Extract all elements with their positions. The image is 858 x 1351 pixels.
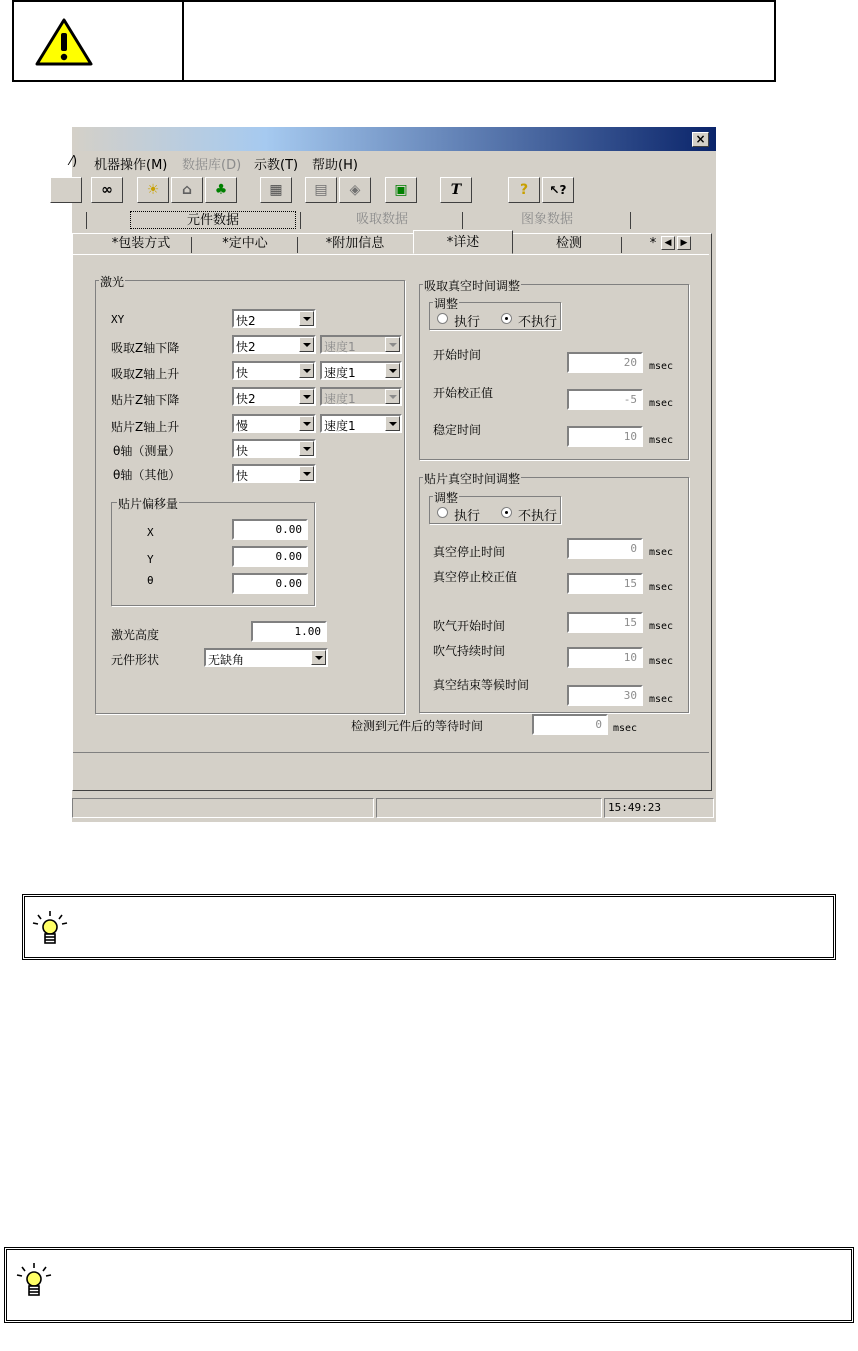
vacuum-stop-time-label: 真空停止时间: [433, 545, 506, 559]
vacuum-stop-correction-label: 真空停止校正值: [433, 570, 518, 584]
chip-icon[interactable]: ▣: [385, 177, 417, 203]
toolbar-button-partial[interactable]: [50, 177, 82, 203]
place-offset-title: 贴片偏移量: [118, 497, 179, 511]
chevron-down-icon: [385, 416, 400, 431]
place-exec-radio[interactable]: [437, 507, 448, 518]
tab-packaging[interactable]: *包装方式: [111, 236, 171, 251]
machine-icon[interactable]: ⌂: [171, 177, 203, 203]
lightbulb-icon: [30, 910, 70, 948]
component-shape-label: 元件形状: [111, 653, 160, 667]
pick-stable-time-unit: msec: [649, 435, 674, 446]
pick-noexec-label: 不执行: [518, 315, 558, 330]
detail-panel: [72, 233, 712, 791]
tab-baseline: [73, 254, 709, 255]
chevron-down-icon: [299, 441, 314, 456]
pick-z-up-velocity-select[interactable]: 速度1: [320, 361, 402, 380]
menu-bar: [72, 152, 716, 172]
lightbulb-icon: [14, 1262, 54, 1300]
blow-duration-unit: msec: [649, 656, 674, 667]
parts-icon[interactable]: ♣: [205, 177, 237, 203]
pick-start-correction-input[interactable]: -5: [567, 389, 643, 410]
chevron-down-icon: [299, 389, 314, 404]
place-adjust-title: 调整: [434, 491, 459, 505]
status-pane-2: [376, 798, 602, 818]
chevron-down-icon: [385, 337, 400, 352]
place-exec-label: 执行: [454, 509, 481, 524]
tab-additional-info[interactable]: *附加信息: [325, 236, 385, 251]
pick-exec-label: 执行: [454, 315, 481, 330]
offset-y-input[interactable]: 0.00: [232, 546, 308, 567]
pick-z-up-speed-select[interactable]: 快: [232, 361, 316, 380]
vacuum-end-wait-unit: msec: [649, 694, 674, 705]
warning-table: [12, 0, 776, 82]
place-z-up-velocity-select[interactable]: 速度1: [320, 414, 402, 433]
pick-exec-radio[interactable]: [437, 313, 448, 324]
place-vacuum-title: 贴片真空时间调整: [424, 472, 521, 486]
lightbulb-icon[interactable]: ☀: [137, 177, 169, 203]
tab-separator: [300, 212, 301, 229]
place-z-down-label: 贴片Z轴下降: [111, 393, 180, 407]
menu-item-machine-operation[interactable]: 机器操作(M): [94, 158, 168, 173]
pick-start-time-label: 开始时间: [433, 348, 482, 362]
panel-divider: [73, 752, 709, 753]
vacuum-stop-correction-unit: msec: [649, 582, 674, 593]
place-noexec-radio[interactable]: [501, 507, 512, 518]
tab-details[interactable]: *详述: [413, 230, 513, 254]
tab-separator: [86, 212, 87, 229]
tab-component-data[interactable]: 元件数据: [130, 211, 296, 229]
component-shape-select[interactable]: 无缺角: [204, 648, 328, 667]
chevron-down-icon: [299, 311, 314, 326]
chevron-down-icon: [385, 389, 400, 404]
tab-separator: [191, 237, 192, 253]
main-tab-bar: [72, 211, 716, 231]
pick-z-down-velocity-select[interactable]: 速度1: [320, 335, 402, 354]
grid-icon[interactable]: ▦: [260, 177, 292, 203]
status-bar: [72, 796, 716, 822]
pick-noexec-radio[interactable]: [501, 313, 512, 324]
vacuum-stop-correction-input[interactable]: 15: [567, 573, 643, 594]
offset-x-label: X: [147, 526, 154, 539]
pick-start-correction-unit: msec: [649, 398, 674, 409]
vacuum-end-wait-label: 真空结束等候时间: [433, 678, 530, 692]
pick-start-time-input[interactable]: 20: [567, 352, 643, 373]
blow-start-time-input[interactable]: 15: [567, 612, 643, 633]
pick-z-down-speed-select[interactable]: 快2: [232, 335, 316, 354]
pick-z-down-label: 吸取Z轴下降: [111, 341, 180, 355]
laser-group-title: 激光: [100, 275, 125, 289]
menu-item-view[interactable]: ⁄): [70, 154, 78, 169]
status-time: 15:49:23: [604, 798, 714, 818]
tab-inspection[interactable]: 检测: [555, 236, 582, 251]
laser-height-input[interactable]: 1.00: [251, 621, 327, 642]
chevron-down-icon: [299, 466, 314, 481]
offset-theta-input[interactable]: 0.00: [232, 573, 308, 594]
status-pane-1: [72, 798, 374, 818]
tab-image-data[interactable]: 图象数据: [520, 212, 573, 227]
binocular-icon[interactable]: ∞: [91, 177, 123, 203]
place-z-up-label: 贴片Z轴上升: [111, 420, 180, 434]
app-window: [72, 127, 716, 822]
chevron-down-icon: [385, 363, 400, 378]
tab-separator: [462, 212, 463, 229]
detect-wait-label: 检测到元件后的等待时间: [351, 719, 484, 733]
theta-other-speed-select[interactable]: 快: [232, 464, 316, 483]
blow-duration-input[interactable]: 10: [567, 647, 643, 668]
place-z-up-speed-select[interactable]: 慢: [232, 414, 316, 433]
menu-item-help[interactable]: 帮助(H): [312, 158, 358, 173]
menu-item-teach[interactable]: 示教(T): [254, 158, 299, 173]
tab-scroll-right-button[interactable]: ▶: [677, 236, 691, 250]
theta-measure-label: θ轴（测量）: [113, 444, 181, 458]
offset-theta-label: θ: [147, 574, 154, 587]
pick-start-time-unit: msec: [649, 361, 674, 372]
box-icon[interactable]: ◈: [339, 177, 371, 203]
tab-centering[interactable]: *定中心: [222, 236, 268, 251]
theta-measure-speed-select[interactable]: 快: [232, 439, 316, 458]
detect-wait-unit: msec: [613, 723, 638, 734]
warning-table-divider: [182, 0, 184, 80]
place-z-down-velocity-select[interactable]: 速度1: [320, 387, 402, 406]
close-button[interactable]: [692, 132, 709, 147]
pick-start-correction-label: 开始校正值: [433, 386, 494, 400]
pick-stable-time-input[interactable]: 10: [567, 426, 643, 447]
vacuum-stop-time-unit: msec: [649, 547, 674, 558]
tab-more[interactable]: *: [649, 236, 657, 251]
pick-z-up-label: 吸取Z轴上升: [111, 367, 180, 381]
vacuum-stop-time-input[interactable]: 0: [567, 538, 643, 559]
text-icon[interactable]: T: [440, 177, 472, 203]
blow-start-time-unit: msec: [649, 621, 674, 632]
vacuum-end-wait-input[interactable]: 30: [567, 685, 643, 706]
tab-separator: [630, 212, 631, 229]
tip-box-1: [22, 894, 836, 960]
tray-icon[interactable]: ▤: [305, 177, 337, 203]
tab-scroll-left-button[interactable]: ◀: [661, 236, 675, 250]
close-icon: ×: [695, 132, 706, 146]
menu-item-database[interactable]: 数据库(D): [182, 158, 242, 173]
context-help-icon[interactable]: ↖?: [542, 177, 574, 203]
tab-separator: [621, 237, 622, 253]
place-noexec-label: 不执行: [518, 509, 558, 524]
xy-speed-select[interactable]: 快2: [232, 309, 316, 328]
xy-label: XY: [111, 313, 125, 326]
chevron-down-icon: [311, 650, 326, 665]
tab-separator: [297, 237, 298, 253]
pick-vacuum-title: 吸取真空时间调整: [424, 279, 521, 293]
chevron-down-icon: [299, 363, 314, 378]
toolbar: [72, 175, 716, 207]
tip-box-2: [4, 1247, 854, 1323]
laser-height-label: 激光高度: [111, 628, 160, 642]
chevron-down-icon: [299, 416, 314, 431]
help-icon[interactable]: ?: [508, 177, 540, 203]
title-bar: [72, 127, 716, 151]
blow-start-time-label: 吹气开始时间: [433, 619, 506, 633]
theta-other-label: θ轴（其他）: [113, 468, 181, 482]
offset-y-label: Y: [147, 553, 154, 566]
detect-wait-input[interactable]: 0: [532, 714, 608, 735]
blow-duration-label: 吹气持续时间: [433, 644, 506, 658]
offset-x-input[interactable]: 0.00: [232, 519, 308, 540]
place-z-down-speed-select[interactable]: 快2: [232, 387, 316, 406]
pick-adjust-title: 调整: [434, 297, 459, 311]
chevron-down-icon: [299, 337, 314, 352]
pick-stable-time-label: 稳定时间: [433, 423, 482, 437]
tab-pick-data[interactable]: 吸取数据: [355, 212, 408, 227]
warning-icon: [34, 17, 94, 67]
